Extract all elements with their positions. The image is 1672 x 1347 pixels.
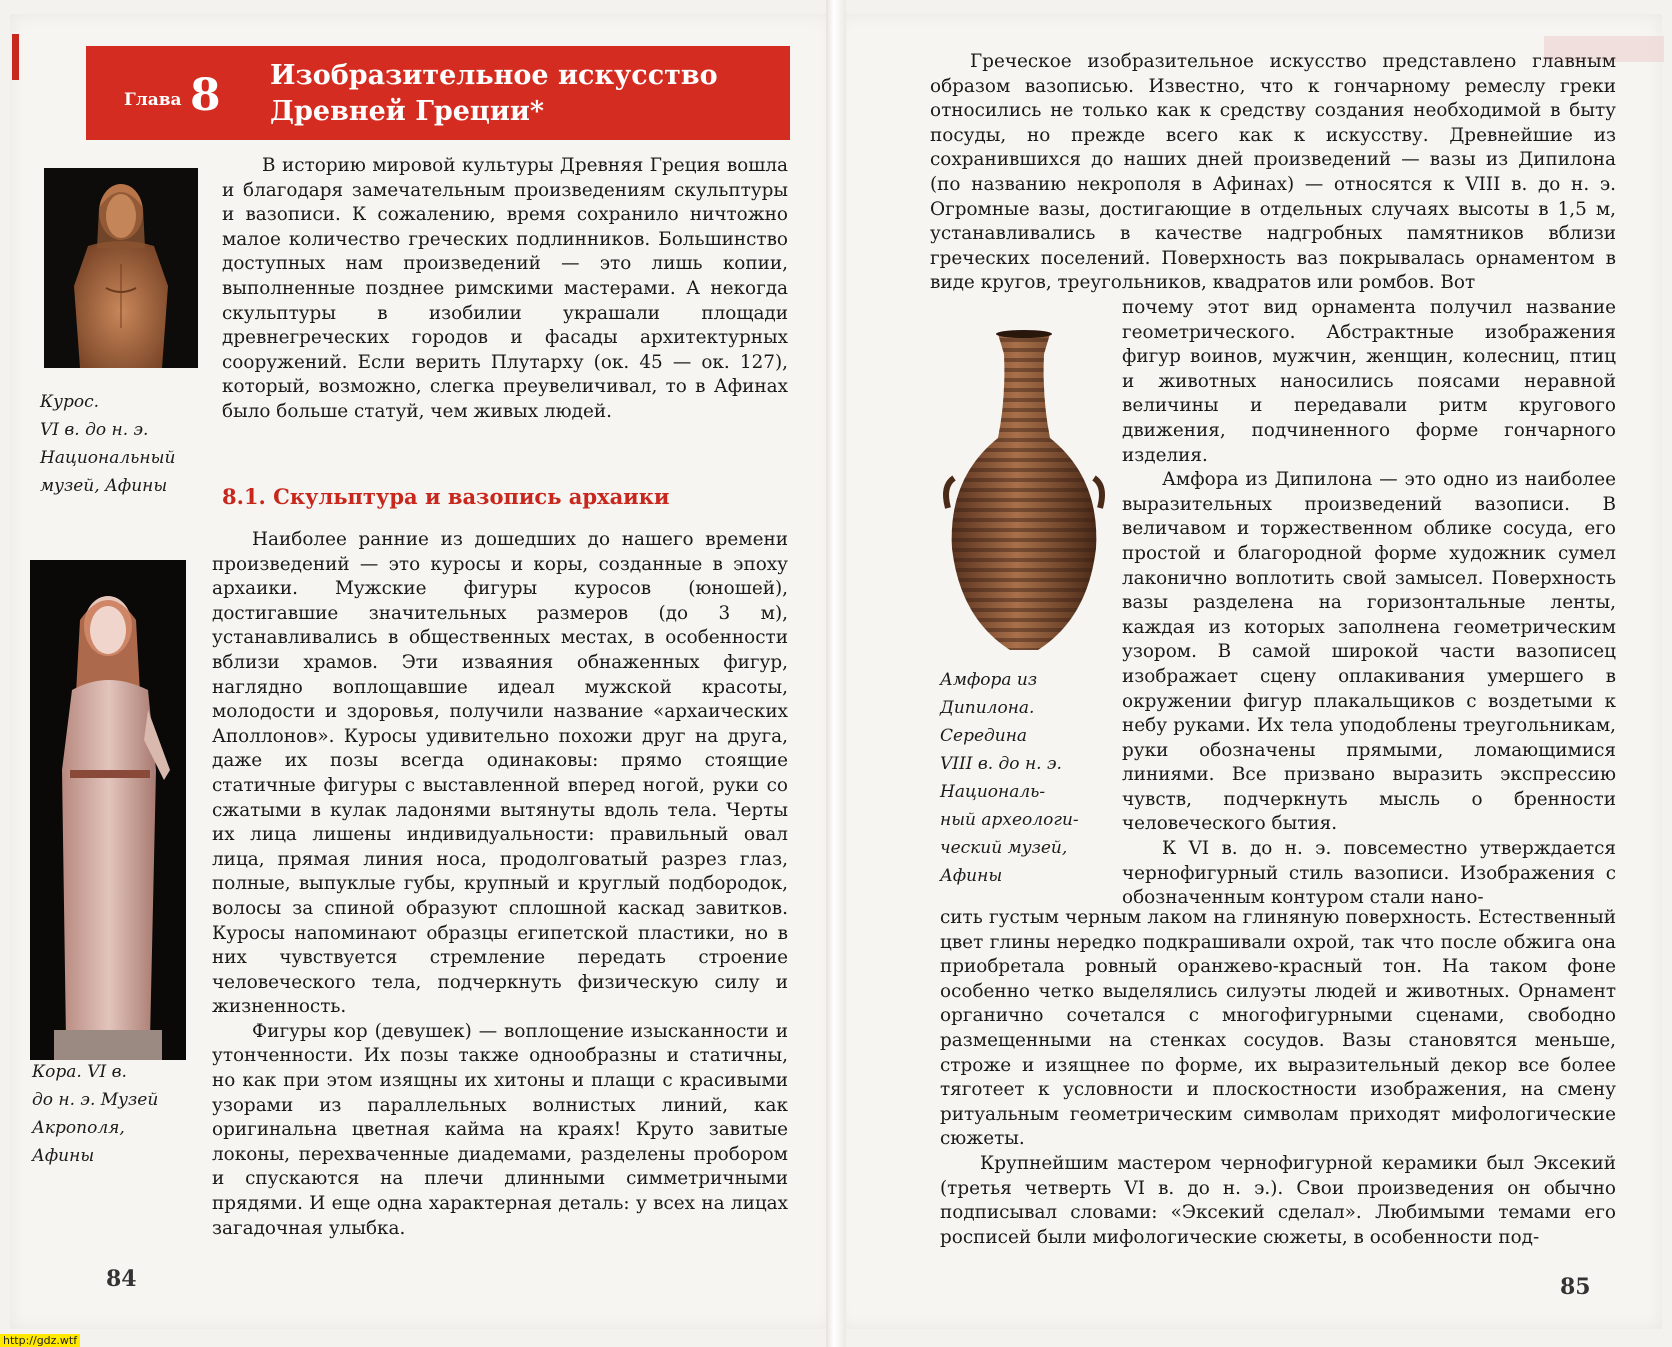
right-intro-text: [930, 50, 1616, 296]
chapter-banner: [86, 46, 790, 140]
caption-kore-line: до н. э. Музей: [32, 1090, 159, 1110]
chapter-number: 8: [190, 70, 221, 121]
geometric-style-paragraph: почему этот вид орнамента получил название геометрического. Абстрактные изображения фигур воинов, мужчин, женщин, колесниц, птиц и животных наносились поясами неравной величины и передавали ритм кругового движения, подчиненного форме гончарного изделия.: [1122, 297, 1616, 466]
vase-painting-paragraph: Греческое изобразительное искусство представлено главным образом вазописью. Известно, что к гончарному ремеслу греки относились не только как к средству создания необходимой в быту посуды, но прежде всего как к искусству. Древнейшие из сохранившихся до наших дней произведений — вазы из Дипилона (по названию некрополя в Афинах) — относятся к VIII в. до н. э. Огромные вазы, достигающие в отдельных случаях высоты в 1,5 м, устанавливались в качестве надгробных памятников вблизи греческих поселений. Поверхность ваз покрывалась орнаментом в виде кругов, треугольников, квадратов или ромбов. Вот: [930, 51, 1616, 294]
kore-photo: [30, 560, 186, 1060]
section-heading: 8.1. Скульптура и вазопись архаики: [222, 484, 670, 509]
left-body-text: [212, 528, 788, 1241]
black-figure-intro: К VI в. до н. э. повсеместно утверждается чернофигурный стиль вазописи. Изображения с обозначенным контуром стали нано-: [1122, 838, 1616, 909]
chapter-title-line-1: Изобразительное искусство: [270, 60, 718, 91]
caption-kouros-line: музей, Афины: [40, 476, 168, 496]
watermark-link[interactable]: http://gdz.wtf: [0, 1334, 80, 1347]
page-number-right: 85: [1560, 1274, 1591, 1300]
chapter-title: [270, 58, 770, 130]
caption-amphora-line: Националь-: [940, 782, 1046, 802]
caption-amphora-line: ный археологи-: [940, 810, 1079, 830]
caption-kouros-line: Национальный: [40, 448, 176, 468]
caption-kouros-line: Курос.: [40, 392, 100, 412]
kore-paragraph: Фигуры кор (девушек) — воплощение изысканности и утонченности. Их позы также однообразны и статичны, но как при этом изящны их хитоны и плащи с красивыми узорами из параллельных волнистых линий, как оригинальна цветная кайма на краях! Круто завитые локоны, перехваченные диадемами, разделены пробором и спускаются на плечи длинными симметричными прядями. И еще одна характерная деталь: у всех на лицах загадочная улыбка.: [212, 1020, 788, 1239]
intro-paragraph: В историю мировой культуры Древняя Греция вошла и благодаря замечательным произведениям скульптуры и вазописи. К сожалению, время сохранило ничтожно малое количество греческих подлинников. Большинство доступных нам произведений — это лишь копии, выполненные позднее римскими мастерами. А некогда скульптуры в изобилии украшали площади древнегреческих городов и фасады архитектурных сооружений. Если верить Плутарху (ок. 45 — ок. 127), который, возможно, слегка преувеличивал, то в Афинах было больше статуй, чем живых людей.: [222, 155, 788, 422]
caption-kore-line: Афины: [32, 1146, 95, 1166]
intro-text-block: [222, 154, 788, 425]
caption-amphora-line: VIII в. до н. э.: [940, 754, 1062, 774]
caption-amphora-line: Афины: [940, 866, 1003, 886]
kouros-paragraph: Наиболее ранние из дошедших до нашего времени произведений — это куросы и коры, созданные в эпоху архаики. Мужские фигуры куросов (юношей), достигавшие значительных размеров (до 3 м), устанавливались в общественных местах, в особенности вблизи храмов. Эти изваяния обнаженных фигур, наглядно воплощавшие идеал мужской красоты, молодости и здоровья, получили название «архаических Аполлонов». Куросы удивительно похожи друг на друга, даже их позы всегда одинаковы: прямо стоящие статичные фигуры с выставленной вперед ногой, руки со сжатыми в кулак ладонями вытянуты вдоль тела. Черты их лица лишены индивидуальности: правильный овал лица, прямая линия носа, продолговатый разрез глаз, полные, выпуклые губы, крупный и круглый подбородок, волосы за спиной образуют сплошной каскад завитков. Куросы напоминают образцы египетской пластики, но в них чувствуется стремление передать строение человеческого тела, подчеркнуть физическую силу и жизненность.: [212, 529, 788, 1018]
book-gutter: [826, 0, 846, 1347]
chapter-title-line-2: Древней Греции*: [270, 96, 545, 127]
dipylon-amphora-paragraph: Амфора из Дипилона — это одно из наиболее выразительных произведений вазописи. В величавом и торжественном облике сосуда, его простой и благородной форме художник сумел лаконично воплотить свой замысел. Поверхность вазы разделена на горизонтальные ленты, каждая из которых заполнена геометрическим узором. В самой широкой части вазописец изображает сцену оплакивания умершего в окружении фигур плакальщиков с воздетыми к небу руками. Их тела уподоблены треугольникам, руки обозначены прямыми, ломающимися линиями. Все призвано выразить экспрессию чувств, подчеркнуть мысль о бренности человеческого бытия.: [1122, 469, 1616, 835]
caption-kouros: [40, 388, 175, 500]
chapter-edge-marker: [12, 34, 19, 80]
amphora-photo: [938, 328, 1108, 658]
caption-kore-line: Кора. VI в.: [32, 1062, 127, 1082]
caption-amphora-line: Дипилона.: [940, 698, 1035, 718]
right-column-text: [1122, 296, 1616, 911]
exekias-paragraph: Крупнейшим мастером чернофигурной керамики был Эксекий (третья четверть VI в. до н. э.). Свои произведения он обычно подписывал словами: «Эксекий сделал». Любимыми темами его росписей были мифологические сюжеты, в особенности под-: [940, 1152, 1616, 1248]
caption-amphora-line: Амфора из: [940, 670, 1038, 690]
caption-amphora-line: Середина: [940, 726, 1028, 746]
right-bottom-text: [940, 906, 1616, 1250]
caption-kore: [32, 1058, 158, 1170]
caption-amphora: [940, 666, 1079, 890]
black-figure-paragraph: сить густым черным лаком на глиняную поверхность. Естественный цвет глины нередко подкрашивали охрой, так что после обжига она приобретала ровный оранжево-красный тон. На таком фоне особенно четко выделялись силуэты людей и животных. Орнамент органично сочетался с многофигурными сценами, свободно размещенными на стенках сосудов. Вазы становятся меньше, строже и изящнее по форме, их выразительный декор все более тяготеет к условности и плоскостности изображения, на смену ритуальным геометрическим символам приходят мифологические сюжеты.: [940, 907, 1616, 1150]
caption-kouros-line: VI в. до н. э.: [40, 420, 149, 440]
page-number-left: 84: [106, 1266, 137, 1292]
kouros-photo: [44, 168, 198, 368]
caption-kore-line: Акрополя,: [32, 1118, 125, 1138]
chapter-word: Глава: [124, 90, 182, 110]
caption-amphora-line: ческий музей,: [940, 838, 1068, 858]
